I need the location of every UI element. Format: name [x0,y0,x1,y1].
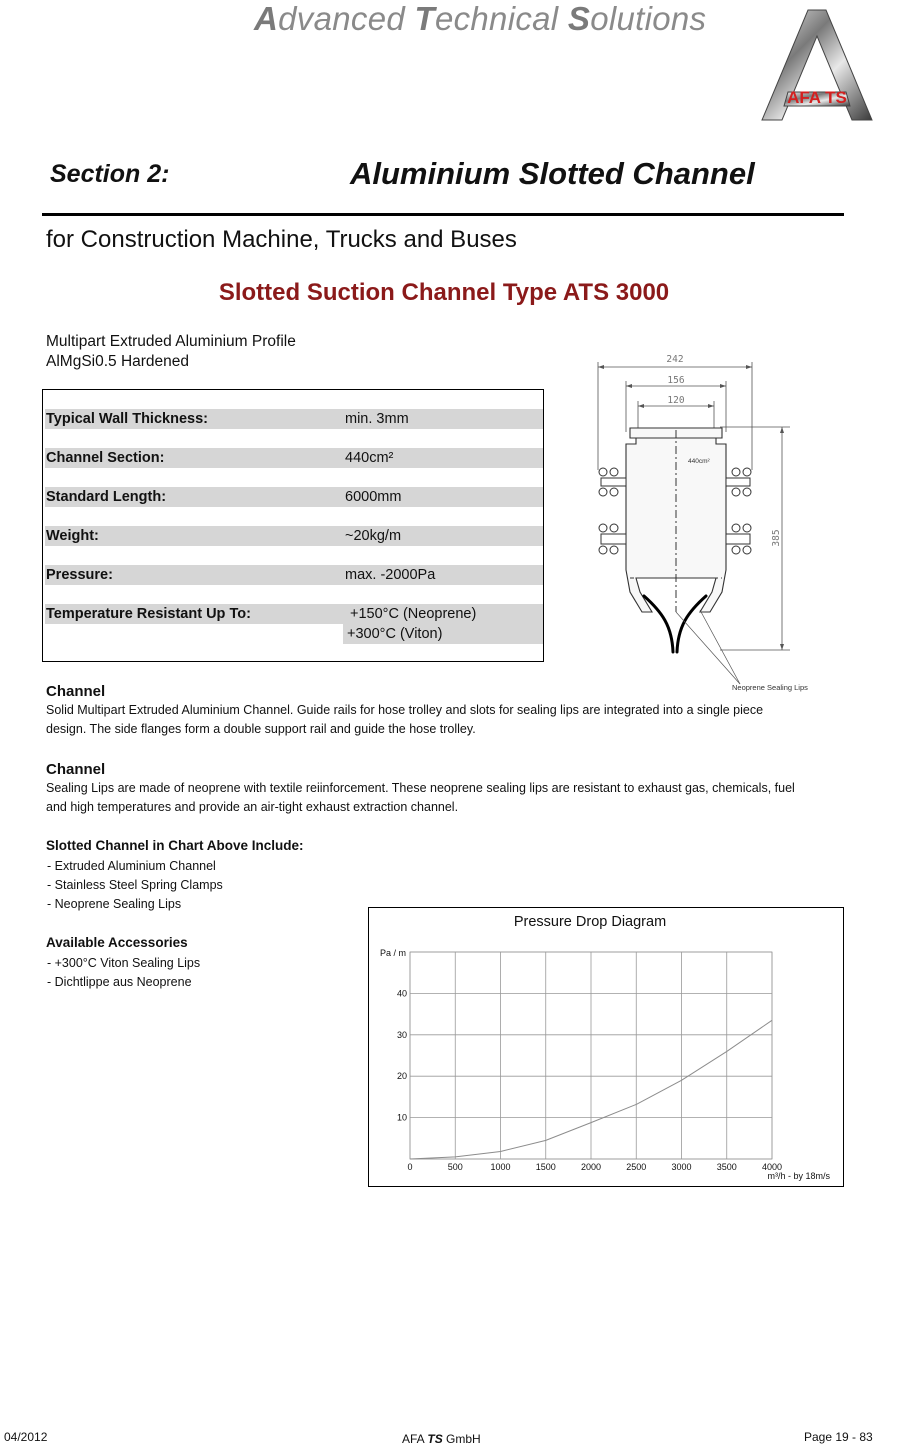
brand-word-advanced: dvanced [278,0,406,37]
section-label: Section 2: [50,160,170,188]
material-line-1: Multipart Extruded Aluminium Profile [46,333,296,350]
x-tick-label: 2000 [580,1162,602,1172]
spec-row [45,409,543,429]
spec-value: 6000mm [345,489,402,505]
includes-item: - Extruded Aluminium Channel [47,859,216,873]
accessories-item: - Dichtlippe aus Neoprene [47,975,192,989]
x-tick-label: 1000 [490,1162,511,1172]
material-description [46,332,296,372]
spec-row [45,448,543,468]
section-title: Aluminium Slotted Channel [350,156,755,191]
spec-value: +150°C (Neoprene) [350,606,477,622]
pressure-drop-chart [368,907,844,1187]
dim-242: 242 [666,354,684,365]
spec-row [45,487,543,507]
accessories-item: - +300°C Viton Sealing Lips [47,956,201,970]
product-title: Slotted Suction Channel Type ATS 3000 [218,279,670,306]
spec-row-continued [343,624,543,644]
footer-company-post: GmbH [446,1432,481,1446]
spec-row [45,604,543,624]
area-label: 440cm² [688,458,710,465]
brand-word-solutions: olutions [590,0,707,37]
x-tick-label: 3500 [716,1162,737,1172]
footer-page: Page 19 - 83 [804,1430,873,1444]
channel-text-1: Solid Multipart Extruded Aluminium Channel. Guide rails for hose trolley and slots for sealing lips are integrated into a single piece design. The side flanges form a double support rail and guide the hose trolley. [46,703,764,736]
y-tick-label: 30 [396,1029,407,1040]
subtitle: for Construction Machine, Trucks and Buses [46,226,517,253]
channel-heading-1: Channel [46,683,106,700]
x-tick-label: 4000 [761,1162,783,1172]
logo-text: AFA TS [787,88,847,107]
accessories-heading: Available Accessories [46,935,188,950]
includes-heading: Slotted Channel in Chart Above Include: [46,838,304,853]
header-divider [42,213,844,216]
x-tick-label: 500 [447,1162,463,1172]
spec-label: Temperature Resistant Up To: [46,606,251,622]
channel-text-2: Sealing Lips are made of neoprene with textile reiinforcement. These neoprene sealing lips are resistant to exhaust gas, chemicals, fuel and high temperatures and provide an air-tight exhaust extraction channel. [46,781,795,814]
includes-item: - Stainless Steel Spring Clamps [47,878,223,892]
channel-heading-2: Channel [46,761,106,778]
brand-initial-s: S [567,0,591,37]
spec-value: min. 3mm [345,411,409,427]
chart-y-axis-label: Pa / m [380,948,407,958]
spec-value: max. -2000Pa [345,567,436,583]
brand-word-technical: echnical [434,0,559,37]
spec-table [42,389,544,662]
includes-item: - Neoprene Sealing Lips [47,897,182,911]
footer-company [402,1432,481,1446]
spec-value: ~20kg/m [345,528,402,544]
spec-row [45,526,543,546]
chart-x-axis-label: m³/h - by 18m/s [767,1171,830,1181]
x-tick-label: 0 [407,1162,413,1172]
sealing-lips-callout: Neoprene Sealing Lips [732,683,808,692]
spec-label: Weight: [46,528,99,544]
x-tick-label: 1500 [535,1162,556,1172]
x-tick-label: 3000 [671,1162,692,1172]
chart-title: Pressure Drop Diagram [513,914,667,930]
brand-initial-t: T [414,0,435,37]
material-line-2: AlMgSi0.5 Hardened [46,353,190,370]
y-tick-label: 10 [396,1112,407,1123]
brand-title [254,0,706,38]
spec-label: Channel Section: [46,450,165,466]
spec-label: Typical Wall Thickness: [46,411,208,427]
brand-initial-a: A [254,0,279,37]
spec-value-2: +300°C (Viton) [347,626,443,642]
spec-row [45,565,543,585]
company-logo [758,6,876,124]
channel-cross-section-drawing [590,348,820,694]
spec-label: Standard Length: [46,489,167,505]
footer-company-pre: AFA [402,1432,425,1446]
footer-company-mid: TS [427,1432,443,1446]
y-tick-label: 20 [396,1071,407,1082]
x-tick-label: 2500 [626,1162,647,1172]
y-tick-label: 40 [396,988,407,999]
spec-value: 440cm² [345,450,394,466]
dim-120: 120 [667,395,685,406]
footer-date: 04/2012 [4,1430,48,1444]
dim-385: 385 [771,529,782,547]
spec-label: Pressure: [46,567,113,583]
dim-156: 156 [667,375,685,386]
